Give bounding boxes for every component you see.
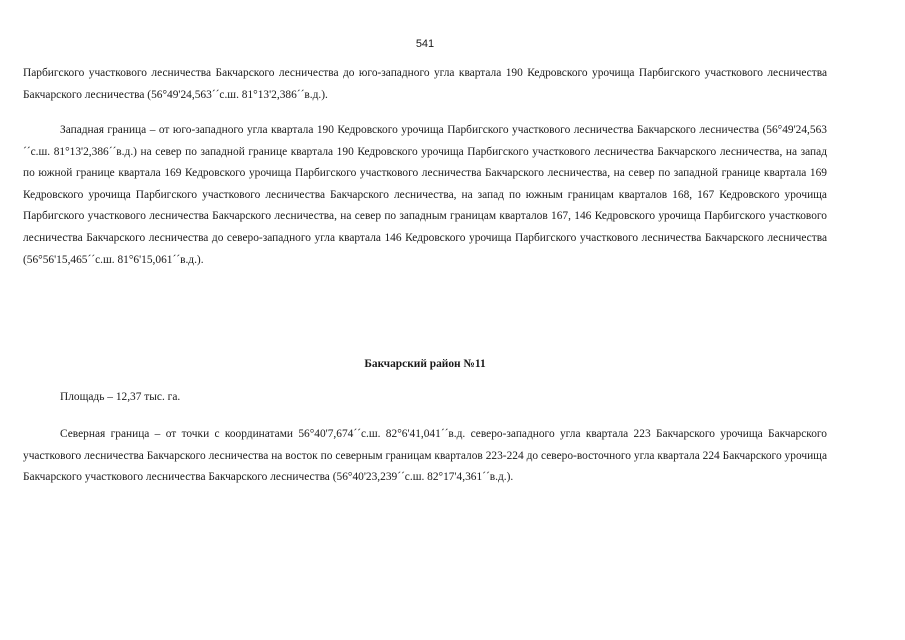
paragraph-area: Площадь – 12,37 тыс. га. <box>60 391 181 403</box>
section-heading: Бакчарский район №11 <box>364 358 486 370</box>
paragraph-continuation: Парбигского участкового лесничества Бакчарского лесничества до юго-западного угла квартала 190 Кедровского урочища Парбигского участкового лесничества Бакчарского лесничества (56°49'24,563´´с.ш. 81°13'2,386´´в.д.). <box>23 67 827 101</box>
page-number: 541 <box>415 38 435 50</box>
paragraph-north-border: Северная граница – от точки с координатами 56°40'7,674´´с.ш. 82°6'41,041´´в.д. северо-западного угла квартала 223 Бакчарского урочища Бакчарского участкового лесничества Бакчарского лесничества на восток по северным границам кварталов 223-224 до северо-восточного угла квартала 224 Бакчарского урочища Бакчарского участкового лесничества Бакчарского лесничества (56°40'23,239´´с.ш. 82°17'4,361´´в.д.). <box>23 428 827 484</box>
paragraph-west-border: Западная граница – от юго-западного угла квартала 190 Кедровского урочища Парбигского участкового лесничества Бакчарского лесничества (56°49'24,563´´с.ш. 81°13'2,386´´в.д.) на север по западной границе квартала 190 Кедровского урочища Парбигского участкового лесничества Бакчарского лесничества, на запад по южной границе квартала 169 Кедровского урочища Парбигского участкового лесничества Бакчарского лесничества, на север по западной границе квартала 169 Кедровского урочища Парбигского участкового лесничества Бакчарского лесничества, на запад по южным границам кварталов 168, 167 Кедровского урочища Парбигского участкового лесничества Бакчарского лесничества, на север по западным границам кварталов 167, 146 Кедровского урочища Парбигского участкового лесничества Бакчарского лесничества до северо-западного угла квартала 146 Кедровского урочища Парбигского участкового лесничества Бакчарского лесничества (56°56'15,465´´с.ш. 81°6'15,061´´в.д.). <box>23 124 827 266</box>
